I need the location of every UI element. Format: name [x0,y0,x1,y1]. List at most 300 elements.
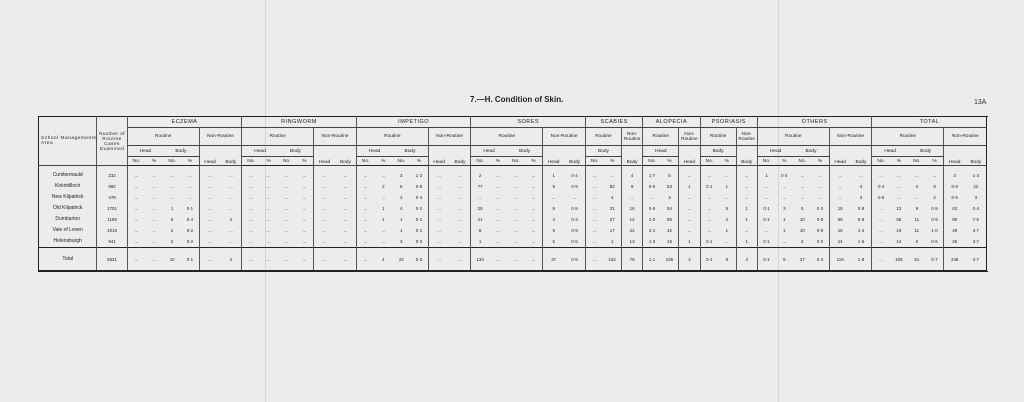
table-cell: 9 [718,248,736,272]
area-header: School Managements Area [39,117,97,166]
table-cell: ... [242,236,260,248]
table-cell: 2 [801,239,804,244]
table-cell: 0·9 [571,184,578,189]
table-cell: ... [302,184,307,189]
table-cell: 0·1 [186,206,194,211]
table-cell: 0·4 [415,195,423,200]
table-cell: ... [458,217,462,222]
group-header: TOTAL [872,117,987,128]
table-cell: ... [302,217,307,222]
table-cell: 1 [400,228,403,233]
body-nonroutine-header: Body [965,146,986,166]
table-cell: ... [757,192,775,203]
table-cell: ... [356,192,374,203]
table-cell: 4 [229,217,233,222]
table-cell: 3 [400,239,403,244]
table-cell: 4 [374,248,392,272]
table-cell: ... [199,203,220,214]
percent-col-header: % [145,157,163,166]
percent-col-header: % [410,157,428,166]
non-routine-header: Non-Routine [736,128,757,146]
table-cell: ... [736,181,757,192]
table-cell: 27 [609,217,615,222]
table-cell: ... [335,248,356,272]
table-cell: ... [302,195,307,200]
table-cell: 0·5 [571,239,578,244]
table-cell: 0·1 [757,236,775,248]
table-cell: 4 [915,184,919,189]
body-subheader: Body [507,146,543,157]
group-header: OTHERS [757,117,872,128]
body-nonroutine-header: Body [621,146,642,166]
table-cell: 162 [603,248,621,272]
table-cell: 6 [915,239,919,244]
number-col-header: No. [643,157,661,166]
table-cell: ... [700,203,718,214]
table-cell: ... [700,225,718,236]
table-cell: ... [531,184,536,189]
table-cell: ... [242,203,260,214]
table-cell: 4 [610,195,614,200]
table-cell: ... [872,225,890,236]
number-col-header: No. [278,157,296,166]
table-cell: 8 [471,225,489,236]
table-cell: 4 [400,206,403,211]
body-subheader: Body [908,146,944,157]
table-cell: 13 [621,236,642,248]
table-cell: 3 [783,206,786,211]
head-subheader: Head [127,146,163,157]
number-col-header: No. [757,157,775,166]
table-cell: 0·5 [571,206,578,211]
table-cell: 0·4 [781,173,788,178]
non-routine-header: Non-Routine [679,128,700,146]
table-cell: ... [757,181,775,192]
table-cell: ... [302,173,307,178]
table-cell: ... [152,239,157,244]
body-subheader: Body [163,146,199,157]
table-cell: 10 [163,248,181,272]
table-cell: 9 [933,184,936,189]
table-cell: ... [188,184,192,189]
table-cell: 12 [621,214,642,225]
group-header: PSORIASIS [700,117,757,128]
percent-col-header: % [890,157,908,166]
table-cell: ... [489,248,507,272]
table-cell: ... [458,239,462,244]
table-cell: ... [199,236,220,248]
table-cell: ... [872,214,890,225]
table-cell: ... [531,206,536,211]
table-cell: 13 [896,206,902,211]
table-cell: ... [302,239,307,244]
table-cell: ... [525,248,543,272]
table-cell: 1 [543,166,564,182]
table-cell: ... [170,173,174,178]
table-cell: ... [343,206,348,211]
table-cell: 2 [382,184,385,189]
table-cell: ... [314,214,335,225]
table-cell: ... [458,184,462,189]
table-cell: ... [356,248,374,272]
body-subheader: Body [586,146,622,157]
table-cell: 5 [170,217,174,222]
table-row [39,181,987,192]
table-cell: 1 [679,181,700,192]
table-cell: 22 [973,184,979,189]
table-cell: ... [586,203,604,214]
routine-header: Routine [757,128,829,146]
non-routine-header: Non-Routine [621,128,642,146]
table-cell: 22 [621,225,642,236]
table-cell: 0·8 [857,206,865,211]
table-cell: 21 [471,214,489,225]
head-nonroutine-header: Head [829,146,850,166]
table-cell: ... [343,173,348,178]
table-cell: ... [736,225,757,236]
table-cell: ... [356,225,374,236]
table-cell: 5 [725,206,729,211]
table-cell: ... [800,173,805,178]
table-cell: ... [266,217,271,222]
table-cell: ... [829,166,850,182]
table-cell: 3 [974,195,978,200]
table-cell: ... [428,225,449,236]
table-cell: 48 [944,225,965,236]
table-cell: 11 [914,217,920,222]
cases-examined: 6531 [97,248,127,272]
table-cell: 0·7 [926,248,944,272]
table-cell: 0·2 [816,239,824,244]
percent-col-header: % [603,157,621,166]
non-routine-header: Non-Routine [428,128,471,146]
number-col-header: No. [392,157,410,166]
table-cell: 3·7 [972,239,979,244]
table-cell: ... [572,195,577,200]
table-cell: 0·1 [757,248,775,272]
table-cell: ... [872,166,890,182]
table-cell: 58 [896,217,902,222]
percent-col-header: % [489,157,507,166]
table-cell: ... [496,228,500,233]
table-cell: 0·8 [415,184,423,189]
table-cell: ... [757,225,775,236]
table-cell: ... [170,184,174,189]
table-cell: 7·6 [972,217,979,222]
table-cell: ... [127,248,145,272]
body-nonroutine-header: Body [335,146,356,166]
table-cell: 2·1 [643,225,661,236]
routine-header: Routine [586,128,622,146]
table-cell: ... [679,192,700,203]
table-cell: ... [356,203,374,214]
table-cell: 0·3 [415,239,423,244]
area-name: Total [39,248,97,272]
table-cell: ... [700,214,718,225]
table-cell: ... [152,173,157,178]
table-cell: ... [818,173,822,178]
table-cell: ... [381,239,386,244]
table-cell: ... [859,173,863,178]
table-cell: ... [513,239,518,244]
table-cell: ... [679,166,700,182]
routine-header: Routine [356,128,428,146]
table-cell: ... [513,184,518,189]
table-cell: ... [302,206,307,211]
group-header: ALOPECIA [643,117,700,128]
table-cell: ... [782,239,787,244]
table-cell: ... [496,173,500,178]
table-cell: 9 [915,206,919,211]
body-nonroutine-header: Body [851,146,872,166]
table-cell: 0·5 [931,206,938,211]
table-cell: ... [513,228,518,233]
table-cell: ... [428,166,449,182]
table-cell: ... [343,195,348,200]
table-cell: ... [356,166,374,182]
table-cell: 54 [667,206,672,211]
total-row [39,248,987,272]
table-cell: 14 [896,239,902,244]
table-cell: ... [531,195,536,200]
percent-col-header: % [374,157,392,166]
cases-examined: 478 [97,192,127,203]
table-cell: ... [531,239,536,244]
table-cell: ... [284,217,289,222]
table-cell: ... [127,225,145,236]
table-cell: 11 [914,228,920,233]
percent-col-header: % [260,157,278,166]
table-cell: ... [284,195,289,200]
table-cell: 4·7 [972,228,979,233]
table-cell: 0·5 [564,248,585,272]
table-cell: ... [621,192,642,203]
table-cell: ... [800,184,805,189]
group-header: SORES [471,117,586,128]
table-cell: 1 [783,228,786,233]
table-cell: ... [724,195,729,200]
group-header: RINGWORM [242,117,357,128]
table-cell: 4 [736,248,757,272]
table-cell: ... [450,248,471,272]
table-cell: ... [586,192,604,203]
table-cell: 2 [170,228,174,233]
table-cell: 0·4 [571,173,578,178]
table-cell: ... [818,195,822,200]
table-cell: ... [188,195,192,200]
area-name: Kirkintilloch [55,183,81,189]
table-cell: 3 [859,195,863,200]
table-cell: 51 [908,248,926,272]
table-cell: ... [343,217,348,222]
table-cell: ... [127,181,145,192]
head-subheader: Head [643,146,679,157]
table-cell: ... [242,248,260,272]
table-cell: 0·6 [872,192,890,203]
table-cell: ... [314,248,335,272]
table-cell: ... [679,203,700,214]
table-cell: 1 [736,214,757,225]
table-cell: ... [458,173,462,178]
table-cell: 3 [400,173,403,178]
table-cell: 4 [621,166,642,182]
table-cell: ... [260,248,278,272]
table-cell: ... [586,181,604,192]
table-cell: ... [242,192,260,203]
table-cell: ... [170,195,174,200]
table-cell: 19 [896,228,902,233]
routine-header: Routine [643,128,679,146]
routine-header: Routine [872,128,944,146]
table-cell: ... [127,166,145,182]
area-name: Vale of Leven [52,227,83,233]
table-cell: 1·1 [643,248,661,272]
table-cell: ... [829,192,850,203]
table-cell: ... [242,214,260,225]
table-cell: ... [586,214,604,225]
table-cell: ... [152,228,157,233]
table-cell: ... [314,192,335,203]
cases-examined: 232 [97,166,127,182]
table-cell: 82 [609,184,615,189]
number-col-header: No. [242,157,260,166]
table-cell: 5 [543,236,564,248]
table-cell: 2 [170,239,174,244]
table-cell: ... [496,217,500,222]
table-cell: ... [266,239,271,244]
table-cell: ... [284,184,289,189]
group-header: ECZEMA [127,117,242,128]
table-cell: ... [586,225,604,236]
table-cell: 1 [471,236,489,248]
table-cell: ... [428,214,449,225]
percent-col-header: % [775,157,793,166]
table-cell: 0·4 [186,217,194,222]
table-cell: 0·6 [931,239,938,244]
table-cell: ... [700,166,718,182]
non-routine-header: Non-Routine [829,128,872,146]
table-cell: ... [610,173,615,178]
table-cell: ... [679,214,700,225]
table-cell: 1 [783,217,786,222]
area-name: Dumbarton [55,216,81,222]
table-cell: 42 [667,228,672,233]
head-nonroutine-header: Head [428,146,449,166]
table-cell: ... [643,192,661,203]
percent-col-header: % [661,157,679,166]
non-routine-header: Non-Routine [543,128,586,146]
table-cell: ... [343,184,348,189]
table-cell: 1 [757,166,775,182]
table-cell: 5 [668,173,671,178]
table-cell: ... [818,184,822,189]
number-col-header: No. [793,157,811,166]
body-subheader: Body [793,146,829,157]
table-cell: ... [199,225,220,236]
table-cell: ... [800,195,805,200]
table-cell: 1·0 [931,228,938,233]
table-cell: 134 [471,248,489,272]
number-col-header: No. [872,157,890,166]
table-cell: 17 [609,228,615,233]
head-nonroutine-header: Head [543,146,564,166]
routine-header: Routine [700,128,736,146]
table-cell: ... [458,195,462,200]
table-cell: ... [932,173,937,178]
number-col-header: No. [507,157,525,166]
number-col-header: No. [127,157,145,166]
table-cell: ... [458,228,462,233]
table-cell: 0·1 [415,217,423,222]
table-cell: ... [872,248,890,272]
table-cell: ... [145,248,163,272]
table-cell: 0·3 [410,248,428,272]
cases-examined: 1018 [97,225,127,236]
table-cell: ... [199,248,220,272]
table-cell: ... [199,192,220,203]
table-cell: ... [152,184,157,189]
table-cell: ... [872,203,890,214]
table-cell: 1 [170,206,174,211]
table-cell: 0·1 [181,248,199,272]
area-name: Old Kilpatrick [52,205,83,211]
table-cell: ... [496,184,500,189]
table-cell: 0·2 [186,239,194,244]
head-nonroutine-header: Head [679,146,700,166]
table-cell: 1·8 [851,248,872,272]
table-cell: ... [152,206,157,211]
table-cell: 1·5 [857,239,865,244]
table-cell: ... [229,228,233,233]
percent-col-header: % [811,157,829,166]
table-cell: ... [127,214,145,225]
body-subheader: Body [700,146,736,157]
body-subheader: Body [278,146,314,157]
table-cell: ... [266,184,271,189]
area-name: Helensburgh [53,238,82,244]
table-cell: 3·7 [965,248,986,272]
table-cell: ... [507,248,525,272]
body-nonroutine-header: Body [564,146,585,166]
table-cell: 1·3 [643,236,661,248]
group-header: IMPETIGO [356,117,471,128]
head-subheader: Head [471,146,507,157]
table-cell: ... [314,181,335,192]
table-cell: 0·6 [944,192,965,203]
table-cell: ... [428,181,449,192]
table-cell: ... [314,166,335,182]
table-title: 7.—H. Condition of Skin. [470,95,564,104]
table-cell: 2 [679,248,700,272]
table-cell: ... [242,166,260,182]
table-cell: 1 [382,206,385,211]
table-cell: ... [199,214,220,225]
table-cell: 1·0 [643,214,661,225]
table-cell: 9 [621,181,642,192]
non-routine-header: Non-Routine [944,128,987,146]
table-cell: ... [736,166,757,182]
table-cell: 2 [933,195,936,200]
non-routine-header: Non-Routine [314,128,357,146]
table-cell: ... [381,173,386,178]
table-cell: ... [736,192,757,203]
table-cell: 10 [799,217,805,222]
table-cell: 77 [471,181,489,192]
table-cell: ... [586,166,604,182]
table-cell: 0·9 [571,228,578,233]
table-cell: ... [897,184,901,189]
table-cell: 235 [661,248,679,272]
